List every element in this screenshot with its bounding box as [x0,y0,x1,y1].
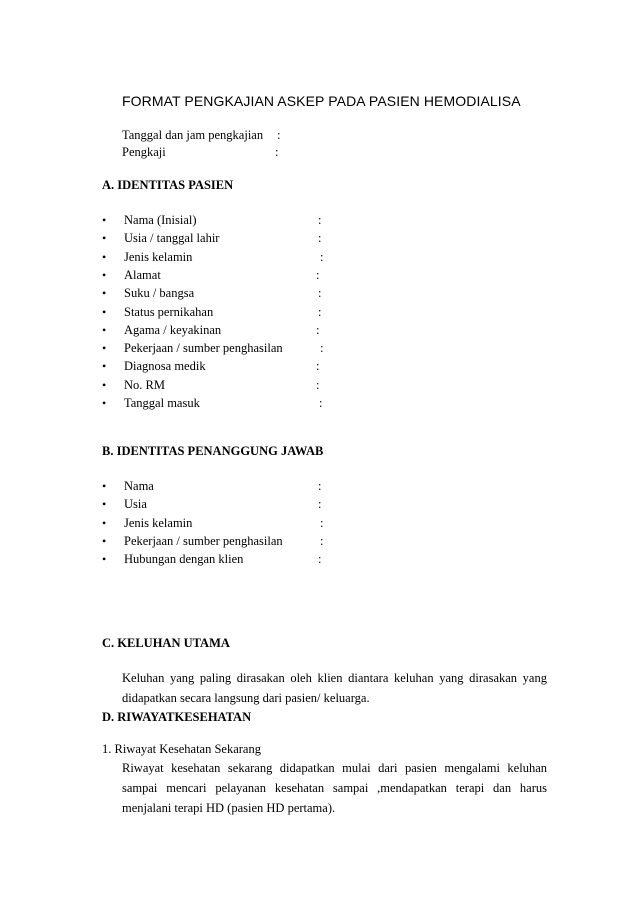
field-colon: : [319,396,323,410]
field-colon: : [318,552,322,567]
bullet-icon: • [102,533,107,548]
bullet-icon: • [102,497,107,512]
section-a-heading: A. IDENTITAS PASIEN [102,178,234,192]
section-d-paragraph: Riwayat kesehatan sekarang didapatkan mulai dari pasien mengalami keluhan sampai mencari pelayanan kesehatan sampai ,mendapatkan terapi dan harus menjalani terapi HD (pasien HD pertama). [122,761,547,815]
bullet-icon: • [102,341,107,356]
field-label: Pekerjaan / sumber penghasilan [124,341,283,356]
field-label: Alamat [124,267,161,282]
section-c-paragraph: Keluhan yang paling dirasakan oleh klien diantara keluhan yang dirasakan yang didapatkan secara langsung dari pasien/ keluarga. [122,671,547,705]
meta-assessor-colon: : [275,145,279,159]
bullet-icon: • [102,552,107,567]
field-colon: : [318,479,322,493]
bullet-icon: • [102,304,107,319]
field-colon: : [316,359,320,374]
meta-date-label: Tanggal dan jam pengkajian [122,128,264,142]
bullet-icon: • [102,286,107,301]
field-label: Agama / keyakinan [124,322,222,337]
field-colon: : [320,533,324,548]
field-colon: : [318,304,322,319]
field-label: Hubungan dengan klien [124,552,244,567]
field-colon: : [318,231,322,246]
bullet-icon: • [102,249,107,264]
meta-assessor-label: Pengkaji [122,145,166,159]
section-c-heading: C. KELUHAN UTAMA [102,636,230,650]
bullet-icon: • [102,322,107,337]
section-d-heading: D. RIWAYATKESEHATAN [102,710,252,724]
field-label: Jenis kelamin [124,249,193,264]
field-colon: : [320,249,324,264]
field-label: No. RM [124,377,165,392]
field-label: Nama [124,479,154,493]
field-label: Nama (Inisial) [124,213,197,227]
field-colon: : [320,341,324,356]
bullet-icon: • [102,267,107,282]
field-colon: : [318,497,322,512]
field-colon: : [316,377,320,392]
field-label: Status pernikahan [124,304,214,319]
bullet-icon: • [102,213,107,227]
bullet-icon: • [102,515,107,530]
section-b-heading: B. IDENTITAS PENANGGUNG JAWAB [102,444,324,458]
document-title: FORMAT PENGKAJIAN ASKEP PADA PASIEN HEMODIALISA [122,93,521,109]
field-colon: : [316,267,320,282]
field-label: Tanggal masuk [124,396,200,410]
field-colon: : [316,322,320,337]
field-colon: : [318,286,322,301]
bullet-icon: • [102,359,107,374]
field-label: Diagnosa medik [124,359,206,374]
field-colon: : [318,213,322,227]
section-d-subheading: 1. Riwayat Kesehatan Sekarang [102,742,261,756]
field-label: Usia / tanggal lahir [124,231,220,246]
bullet-icon: • [102,231,107,246]
field-colon: : [320,515,324,530]
field-label: Suku / bangsa [124,286,195,301]
field-label: Pekerjaan / sumber penghasilan [124,533,283,548]
bullet-icon: • [102,479,107,493]
bullet-icon: • [102,377,107,392]
field-label: Jenis kelamin [124,515,193,530]
meta-date-colon: : [277,128,281,142]
field-label: Usia [124,497,147,512]
bullet-icon: • [102,396,107,410]
